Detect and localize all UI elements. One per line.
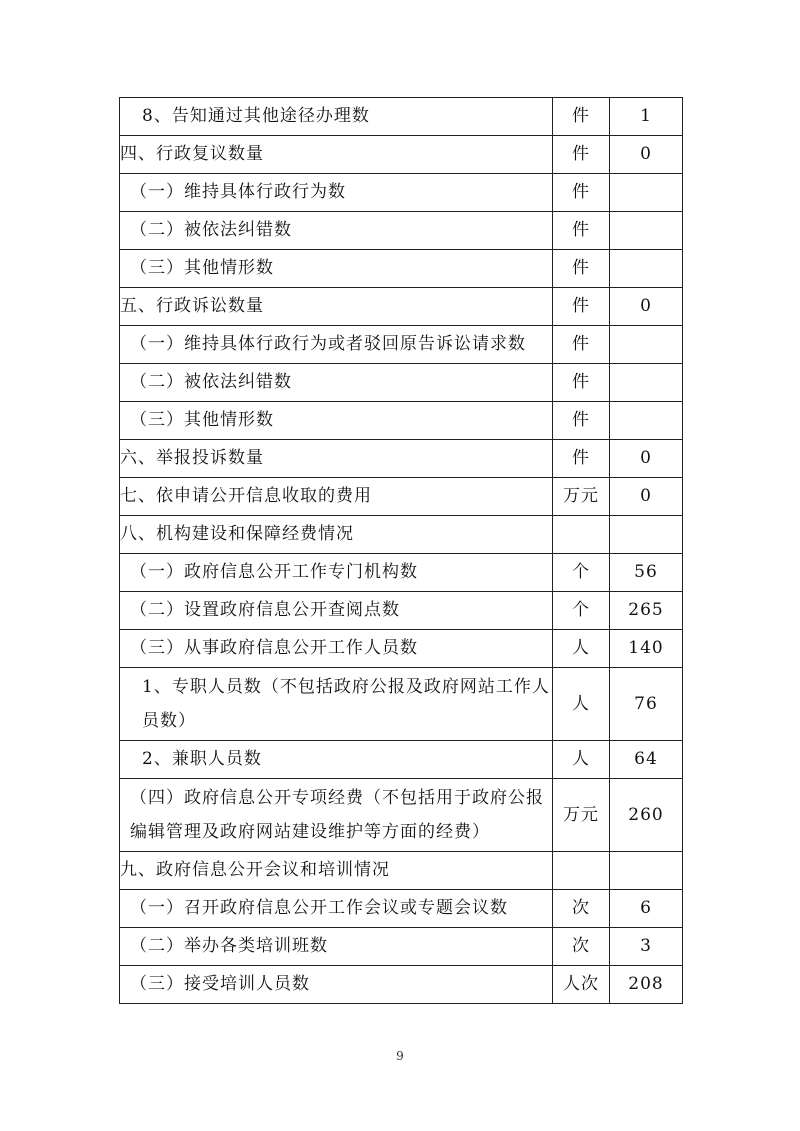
row-item-label: 八、机构建设和保障经费情况 bbox=[120, 516, 553, 554]
page-number: 9 bbox=[396, 1049, 404, 1063]
row-item-label: （一）政府信息公开工作专门机构数 bbox=[120, 554, 553, 592]
row-value bbox=[610, 212, 683, 250]
statistics-table bbox=[119, 97, 683, 1004]
table-row bbox=[120, 250, 683, 288]
table-row bbox=[120, 516, 683, 554]
table-row bbox=[120, 98, 683, 136]
row-value: 0 bbox=[610, 478, 683, 516]
row-unit bbox=[553, 516, 610, 554]
table-row bbox=[120, 928, 683, 966]
table-row bbox=[120, 174, 683, 212]
row-item-label: （二）设置政府信息公开查阅点数 bbox=[120, 592, 553, 630]
row-item-label: （四）政府信息公开专项经费（不包括用于政府公报编辑管理及政府网站建设维护等方面的经费） bbox=[120, 779, 553, 852]
table-body bbox=[120, 98, 683, 1004]
row-unit: 万元 bbox=[553, 779, 610, 852]
row-value: 0 bbox=[610, 136, 683, 174]
row-unit: 人次 bbox=[553, 966, 610, 1004]
table-row bbox=[120, 668, 683, 741]
table-row bbox=[120, 592, 683, 630]
row-value: 1 bbox=[610, 98, 683, 136]
table-row bbox=[120, 478, 683, 516]
table-row bbox=[120, 136, 683, 174]
table-row bbox=[120, 554, 683, 592]
row-item-label: （三）其他情形数 bbox=[120, 250, 553, 288]
row-value bbox=[610, 516, 683, 554]
row-item-label: （二）被依法纠错数 bbox=[120, 212, 553, 250]
row-item-label: （一）维持具体行政行为数 bbox=[120, 174, 553, 212]
row-value: 0 bbox=[610, 440, 683, 478]
table-row bbox=[120, 852, 683, 890]
row-item-label: （二）举办各类培训班数 bbox=[120, 928, 553, 966]
row-value: 0 bbox=[610, 288, 683, 326]
row-item-label: 六、举报投诉数量 bbox=[120, 440, 553, 478]
row-item-label: （三）接受培训人员数 bbox=[120, 966, 553, 1004]
row-item-label: （三）从事政府信息公开工作人员数 bbox=[120, 630, 553, 668]
row-item-label: 四、行政复议数量 bbox=[120, 136, 553, 174]
row-unit: 件 bbox=[553, 364, 610, 402]
row-value bbox=[610, 402, 683, 440]
row-unit: 次 bbox=[553, 890, 610, 928]
row-value: 6 bbox=[610, 890, 683, 928]
row-unit: 件 bbox=[553, 98, 610, 136]
row-item-label: 2、兼职人员数 bbox=[120, 741, 553, 779]
row-value: 208 bbox=[610, 966, 683, 1004]
table-row bbox=[120, 966, 683, 1004]
row-item-label: （二）被依法纠错数 bbox=[120, 364, 553, 402]
row-unit: 件 bbox=[553, 174, 610, 212]
row-unit: 件 bbox=[553, 288, 610, 326]
row-value bbox=[610, 364, 683, 402]
row-value: 64 bbox=[610, 741, 683, 779]
row-item-label: （一）维持具体行政行为或者驳回原告诉讼请求数 bbox=[120, 326, 553, 364]
row-unit: 件 bbox=[553, 136, 610, 174]
table-row bbox=[120, 779, 683, 852]
row-value bbox=[610, 174, 683, 212]
row-value bbox=[610, 326, 683, 364]
row-unit: 人 bbox=[553, 668, 610, 741]
row-value: 140 bbox=[610, 630, 683, 668]
table-row bbox=[120, 630, 683, 668]
row-value bbox=[610, 250, 683, 288]
row-item-label: （三）其他情形数 bbox=[120, 402, 553, 440]
row-item-label: 1、专职人员数（不包括政府公报及政府网站工作人员数） bbox=[120, 668, 553, 741]
table-row bbox=[120, 440, 683, 478]
row-item-label: 8、告知通过其他途径办理数 bbox=[120, 98, 553, 136]
row-value bbox=[610, 852, 683, 890]
table-row bbox=[120, 288, 683, 326]
row-unit: 个 bbox=[553, 554, 610, 592]
table-row bbox=[120, 890, 683, 928]
row-unit: 人 bbox=[553, 741, 610, 779]
row-item-label: 九、政府信息公开会议和培训情况 bbox=[120, 852, 553, 890]
row-item-label: 七、依申请公开信息收取的费用 bbox=[120, 478, 553, 516]
row-unit: 件 bbox=[553, 250, 610, 288]
row-unit bbox=[553, 852, 610, 890]
row-unit: 个 bbox=[553, 592, 610, 630]
table-row bbox=[120, 741, 683, 779]
row-item-label: （一）召开政府信息公开工作会议或专题会议数 bbox=[120, 890, 553, 928]
table-row bbox=[120, 326, 683, 364]
row-value: 56 bbox=[610, 554, 683, 592]
row-unit: 万元 bbox=[553, 478, 610, 516]
row-value: 76 bbox=[610, 668, 683, 741]
row-value: 260 bbox=[610, 779, 683, 852]
table-row bbox=[120, 402, 683, 440]
row-unit: 件 bbox=[553, 402, 610, 440]
row-unit: 件 bbox=[553, 326, 610, 364]
table-row bbox=[120, 212, 683, 250]
row-item-label: 五、行政诉讼数量 bbox=[120, 288, 553, 326]
row-value: 3 bbox=[610, 928, 683, 966]
row-unit: 件 bbox=[553, 440, 610, 478]
table-row bbox=[120, 364, 683, 402]
row-unit: 次 bbox=[553, 928, 610, 966]
row-unit: 人 bbox=[553, 630, 610, 668]
row-value: 265 bbox=[610, 592, 683, 630]
row-unit: 件 bbox=[553, 212, 610, 250]
